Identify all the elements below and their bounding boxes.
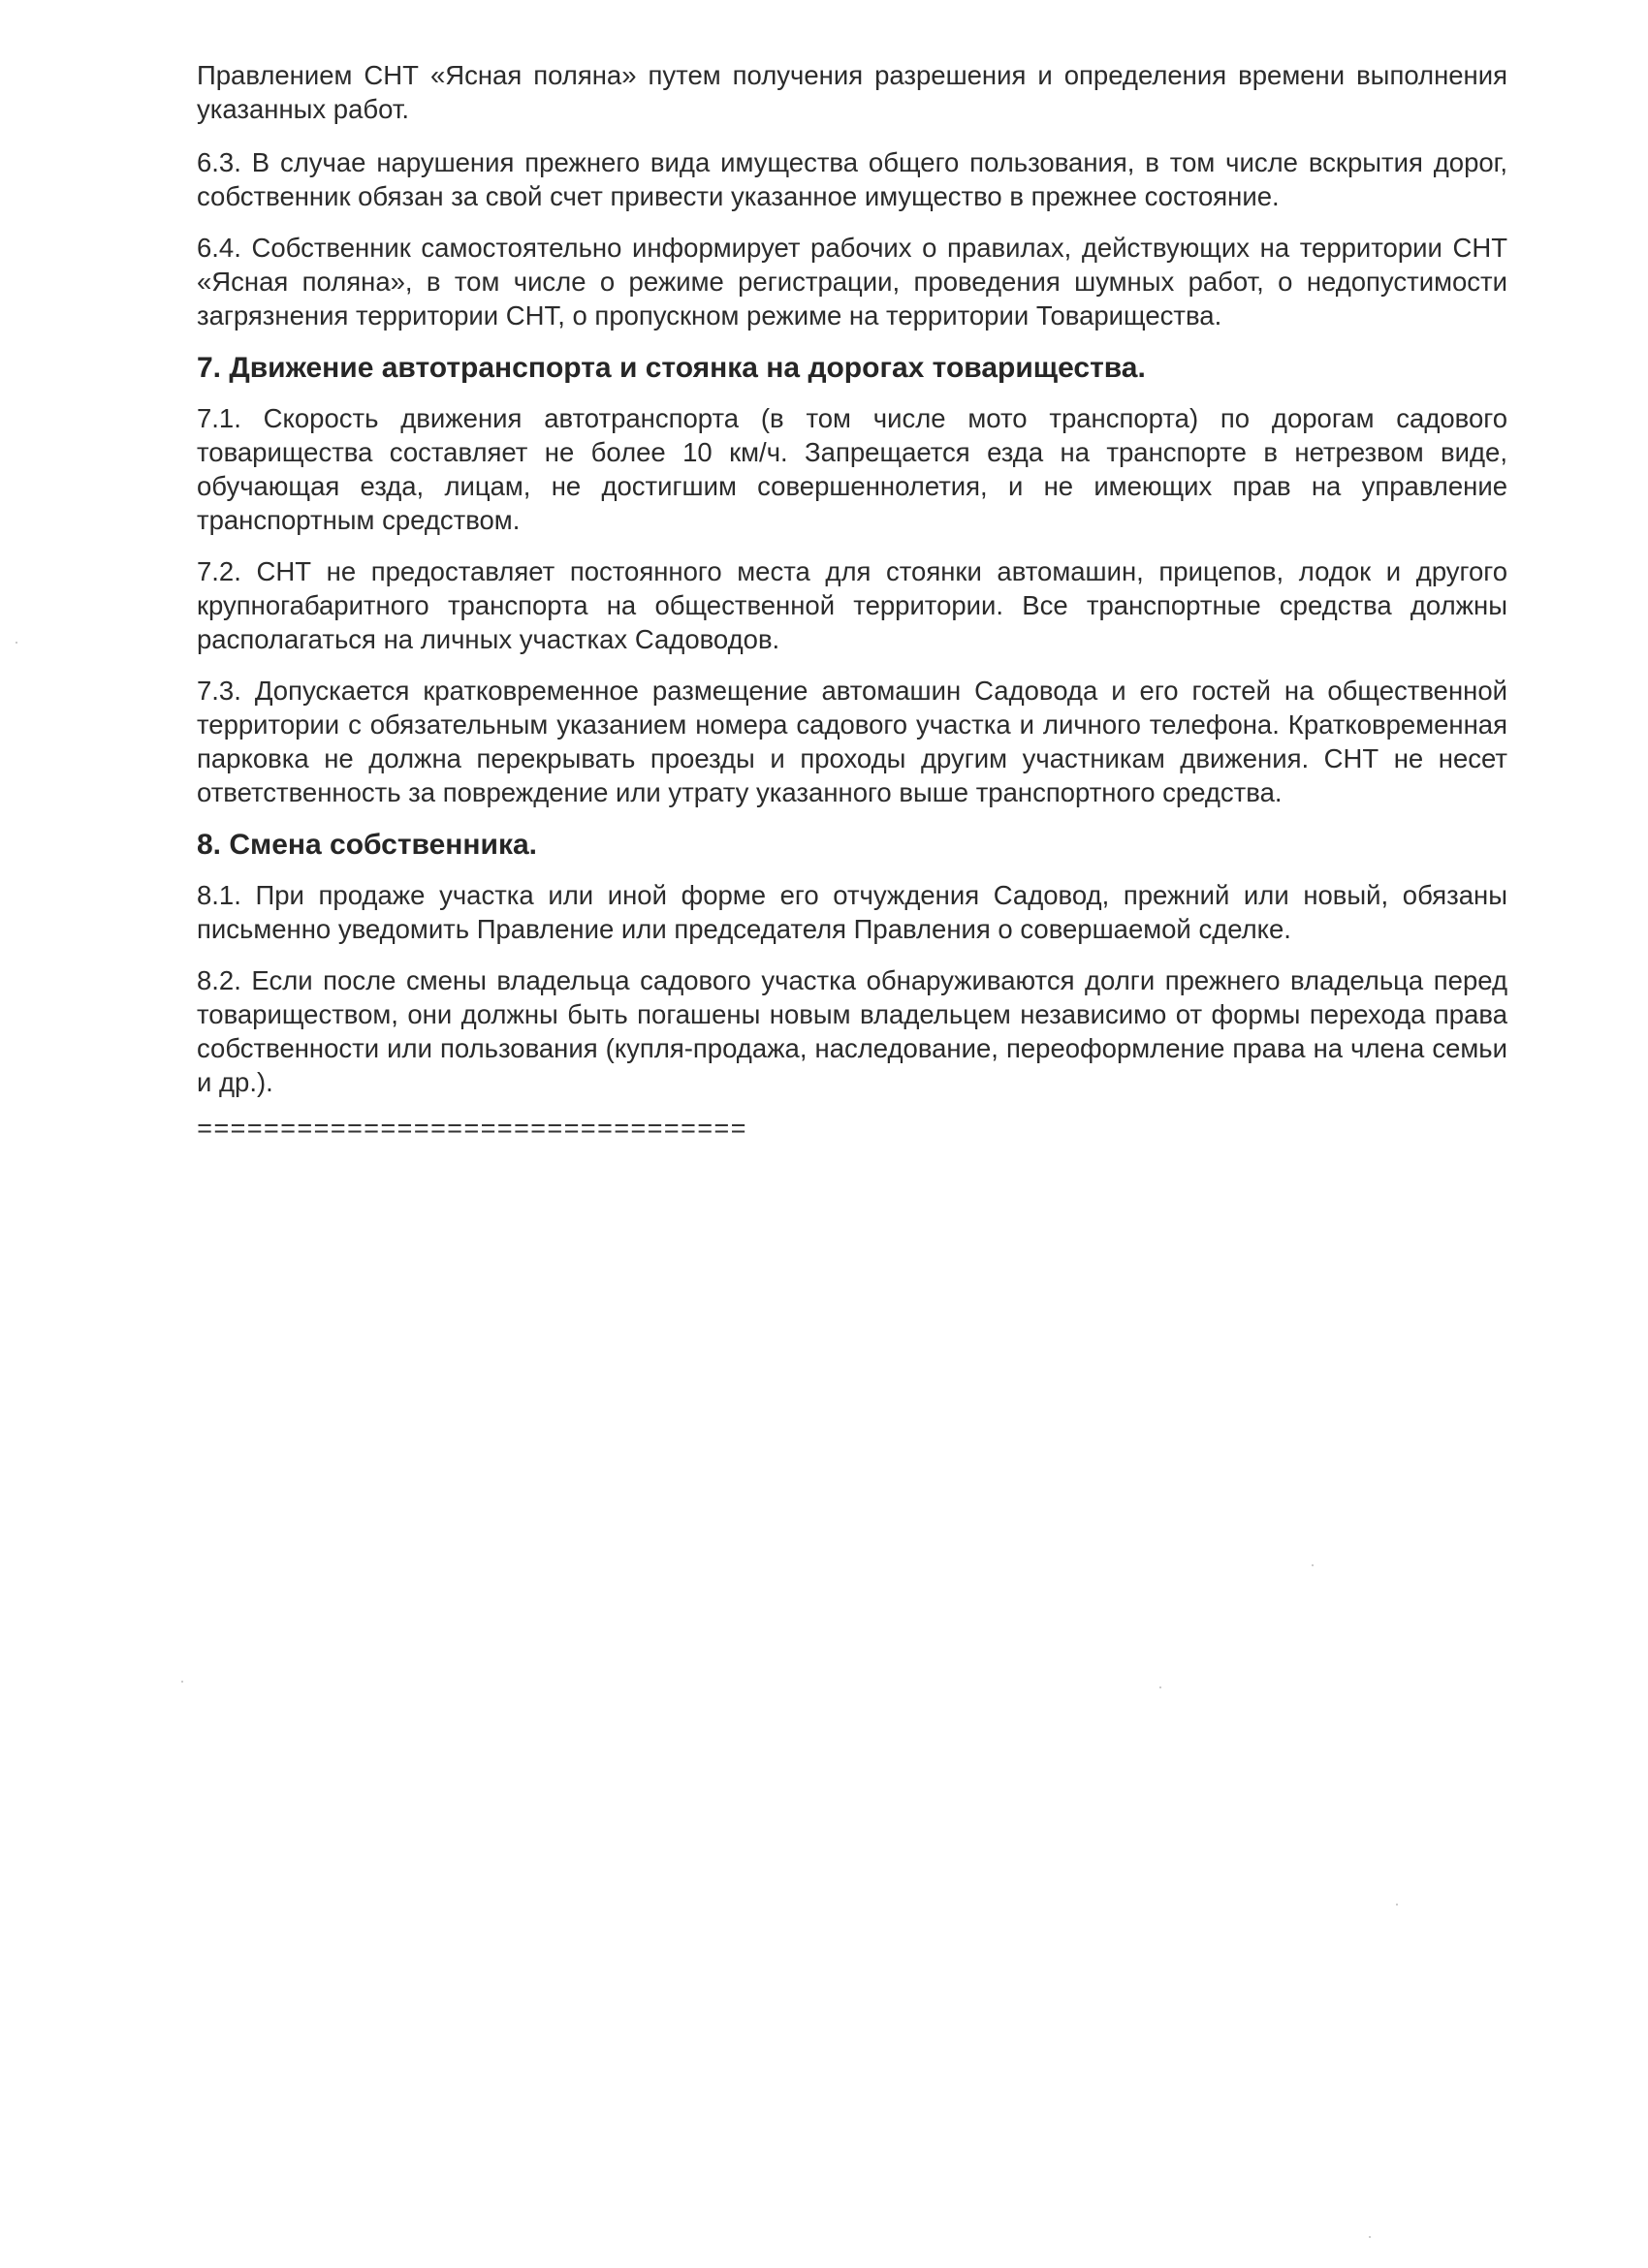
section-8-heading: 8. Смена собственника.: [197, 829, 538, 861]
paragraph-7-1: 7.1. Скорость движения автотранспорта (в том числе мото транспорта) по дорогам садового товарищества составляет не более 10 км/ч. Запрещается езда на транспорте в нетрезвом виде, обучающая езда, лицам, не достигшим совершеннолетия, и не имеющих прав на управление транспортным средством.: [197, 403, 1507, 535]
end-separator: =================================: [197, 1117, 747, 1146]
paragraph-7-2: 7.2. СНТ не предоставляет постоянного места для стоянки автомашин, прицепов, лодок и другого крупногабаритного транспорта на общественной территории. Все транспортные средства должны располагаться на личных участках Садоводов.: [197, 556, 1507, 654]
paragraph-7-3: 7.3. Допускается кратковременное размещение автомашин Садовода и его гостей на общественной территории с обязательным указанием номера садового участка и личного телефона. Кратковременная парковка не должна перекрывать проезды и проходы другим участникам движения. СНТ не несет ответственность за повреждение или утрату указанного выше транспортного средства.: [197, 676, 1507, 807]
paragraph-continuation: Правлением СНТ «Ясная поляна» путем получения разрешения и определения времени выполнения указанных работ.: [197, 60, 1507, 124]
paragraph-8-1: 8.1. При продаже участка или иной форме его отчуждения Садовод, прежний или новый, обязаны письменно уведомить Правление или председателя Правления о совершаемой сделке.: [197, 880, 1507, 944]
paragraph-6-4: 6.4. Собственник самостоятельно информирует рабочих о правилах, действующих на территории СНТ «Ясная поляна», в том числе о режиме регистрации, проведения шумных работ, о недопустимости загрязнения территории СНТ, о пропускном режиме на территории Товарищества.: [197, 233, 1507, 331]
section-7-heading: 7. Движение автотранспорта и стоянка на дорогах товарищества.: [197, 352, 1146, 384]
scan-speck: [16, 642, 17, 644]
scan-speck: [181, 1681, 183, 1683]
scan-speck: [1396, 1904, 1398, 1906]
scan-speck: [1369, 2236, 1371, 2238]
paragraph-8-2: 8.2. Если после смены владельца садового участка обнаруживаются долги прежнего владельца перед товариществом, они должны быть погашены новым владельцем независимо от формы перехода права собственности или пользования (купля-продажа, наследование, переоформление права на члена семьи и др.).: [197, 965, 1507, 1097]
scan-speck: [1159, 1686, 1161, 1688]
scan-speck: [1312, 1564, 1314, 1566]
document-page: [197, 58, 1507, 1146]
paragraph-6-3: 6.3. В случае нарушения прежнего вида имущества общего пользования, в том числе вскрытия дорог, собственник обязан за свой счет привести указанное имущество в прежнее состояние.: [197, 147, 1507, 211]
